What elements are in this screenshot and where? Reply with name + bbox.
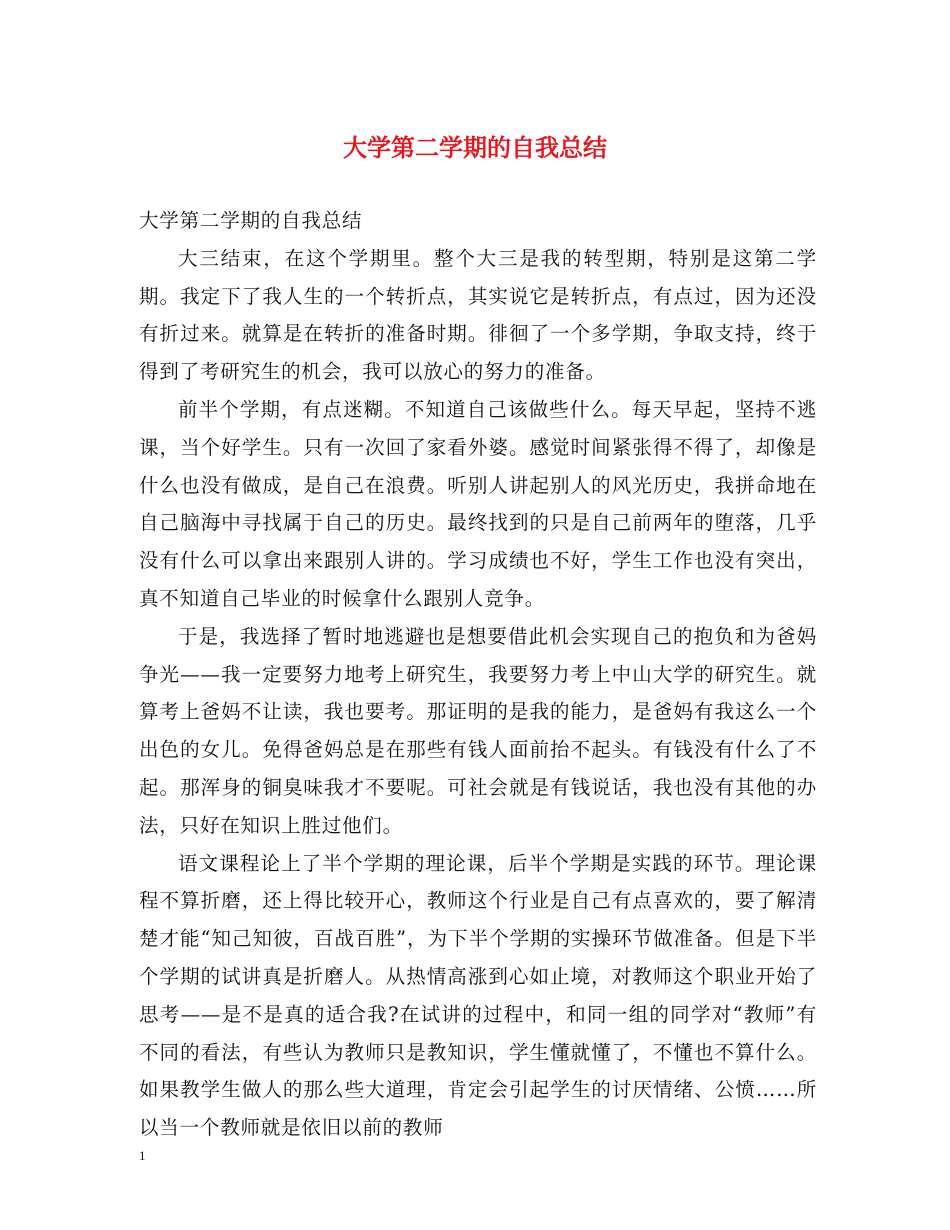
paragraph-4: 语文课程论上了半个学期的理论课，后半个学期是实践的环节。理论课程不算折磨，还上得比较开心，教师这个行业是自己有点喜欢的，要了解清楚才能“知己知彼，百战百胜”，为下半个学期的实操环节做准备。但是下半个学期的试讲真是折磨人。从热情高涨到心如止境，对教师这个职业开始了思考——是不是真的适合我?在试讲的过程中，和同一组的同学对“教师”有不同的看法，有些认为教师只是教知识，学生懂就懂了，不懂也不算什么。如果教学生做人的那么些大道理，肯定会引起学生的讨厌情绪、公愤……所以当一个教师就是依旧以前的教师	[139, 851, 817, 1140]
paragraph-1: 大三结束，在这个学期里。整个大三是我的转型期，特别是这第二学期。我定下了我人生的一个转折点，其实说它是转折点，有点过，因为还没有折过来。就算是在转折的准备时期。徘徊了一个多学期，争取支持，终于得到了考研究生的机会，我可以放心的努力的准备。	[139, 246, 817, 384]
paragraph-2: 前半个学期，有点迷糊。不知道自己该做些什么。每天早起，坚持不逃课，当个好学生。只有一次回了家看外婆。感觉时间紧张得不得了，却像是什么也没有做成，是自己在浪费。听别人讲起别人的风光历史，我拼命地在自己脑海中寻找属于自己的历史。最终找到的只是自己前两年的堕落，几乎没有什么可以拿出来跟别人讲的。学习成绩也不好，学生工作也没有突出，真不知道自己毕业的时候拿什么跟别人竞争。	[139, 397, 817, 610]
page-number: 1	[139, 1148, 146, 1163]
document-body	[139, 202, 817, 1147]
document-subtitle: 大学第二学期的自我总结	[139, 209, 363, 232]
document-title: 大学第二学期的自我总结	[343, 133, 607, 162]
paragraph-3: 于是，我选择了暂时地逃避也是想要借此机会实现自己的抱负和为爸妈争光——我一定要努力地考上研究生，我要努力考上中山大学的研究生。就算考上爸妈不让读，我也要考。那证明的是我的能力，是爸妈有我这么一个出色的女儿。免得爸妈总是在那些有钱人面前抬不起头。有钱没有什么了不起。那浑身的铜臭味我才不要呢。可社会就是有钱说话，我也没有其他的办法，只好在知识上胜过他们。	[139, 624, 817, 837]
